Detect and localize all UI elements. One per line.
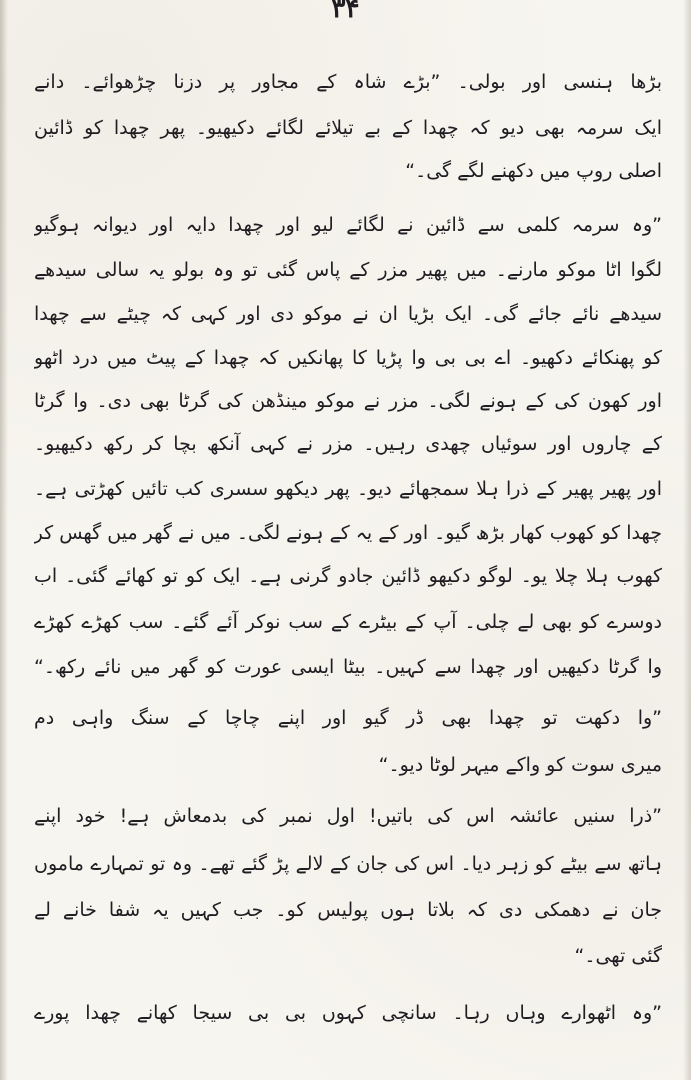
- text-line: گئی تھی۔“: [574, 945, 662, 967]
- text-line: سیدھے نائے جائے گی۔ ایک بڑیا ان نے موکو دی اور کہی کہ چیٹے سے چھدا: [34, 303, 662, 325]
- text-line: ”ذرا سنیں عائشہ اس کی باتیں! اول نمبر کی بدمعاش ہے! خود اپنے: [34, 805, 662, 827]
- text-line: اصلی روپ میں دکھنے لگے گی۔“: [405, 160, 662, 182]
- text-line: ہاتھ سے بیٹے کو زہر دیا۔ اس کی جان کے لالے پڑ گئے تھے۔ وہ تو تمہارے ماموں: [34, 853, 662, 875]
- page-right-edge-shadow: [683, 0, 691, 1080]
- text-line: وا گرٹا دکیھیں اور چھدا سے کہیں۔ بیٹا ایسی عورت کو گھر میں نائے رکھ۔“: [34, 656, 662, 678]
- text-line: اور پھیر پھیر کے ذرا ہلا سمجھائے دیو۔ پھر دیکھو سسری کب تائیں کھڑتی ہے۔: [34, 478, 662, 500]
- text-line: کے چاروں اور سوئیاں چھدی رہیں۔ مزر نے کہی آنکھ بچا کر رکھ دکیھیو۔: [34, 433, 662, 455]
- text-line: لگوا اٹا موکو مارنے۔ میں پھیر مزر کے پاس گئی تو وہ بولو یہ سالی سیدھے: [34, 259, 662, 281]
- text-line: ”وا دکھت تو چھدا بھی ڈر گیو اور اپنے چاچا کے سنگ واہی دم: [34, 707, 662, 729]
- text-line: ”وہ اٹھوارے وہاں رہا۔ سانچی کہوں بی بی سیجا کھانے چھدا پورے: [34, 1002, 662, 1024]
- text-line: ”وہ سرمہ کلمی سے ڈائین نے لگائے لیو اور چھدا دایہ اور دیوانہ ہوگیو: [34, 214, 662, 236]
- text-line: جان نے دھمکی دی کہ بلاتا ہوں پولیس کو۔ جب کہیں یہ شفا خانے لے: [34, 899, 662, 921]
- text-line: چھدا کو کھوب کھار بڑھ گیو۔ اور کے یہ کے ہونے لگی۔ میں نے گھر میں گھس کر: [34, 522, 662, 544]
- text-line: میری سوت کو واکے میہر لوٹا دیو۔“: [378, 754, 662, 776]
- text-line: دوسرے کو بھی لے چلی۔ آپ کے بیٹرے کے سب نوکر آئے گئے۔ سب کھڑے کھڑے: [34, 611, 662, 633]
- page-left-edge-shadow: [0, 0, 8, 1080]
- text-line: کھوب ہلا چلا یو۔ لوگو دکیھو ڈائین جادو گرنی ہے۔ ایک کو تو کھائے گئی۔ اب: [34, 565, 662, 587]
- text-line: اور کھون کی کے ہونے لگی۔ مزر نے موکو مینڈھن کی گرٹا بھی دی۔ وا گرٹا: [34, 390, 662, 412]
- text-line: کو پھنکائے دکھیو۔ اے بی بی وا پڑیا کا پھانکیں کہ چھدا کے پیٹ میں درد اٹھو: [34, 347, 662, 369]
- text-line: بڑھا ہنسی اور بولی۔ ”بڑے شاہ کے مجاور پر دزنا چڑھوائے۔ دانے: [34, 71, 662, 93]
- text-line: ایک سرمہ بھی دیو کہ چھدا کے بے تیلائے لگائے دکیھیو۔ پھر چھدا کو ڈائین: [34, 117, 662, 139]
- page-number: ۳۴: [331, 0, 360, 24]
